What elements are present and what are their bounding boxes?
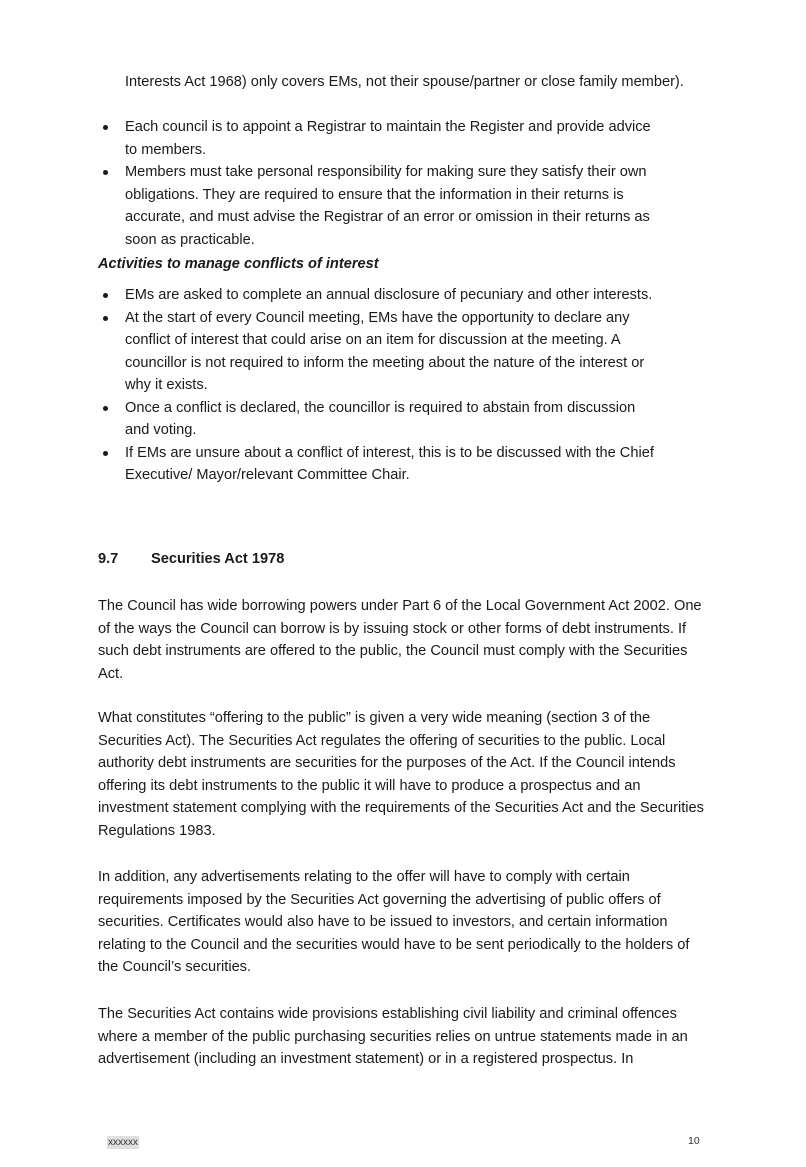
list-item: If EMs are unsure about a conflict of interest, this is to be discussed with the Chief Executive/ Mayor/relevant Committee Chair. (98, 442, 655, 487)
registrar-bullet-list (98, 116, 698, 251)
section-title: Securities Act 1978 (151, 551, 285, 567)
paragraph: The Securities Act contains wide provisions establishing civil liability and criminal offences where a member of the public purchasing securities relies on untrue statements made in an advertisement (including an investment statement) or in a registered prospectus. In (98, 1006, 688, 1067)
list-item: Once a conflict is declared, the councillor is required to abstain from discussion and voting. (98, 397, 655, 442)
list-item: EMs are asked to complete an annual disclosure of pecuniary and other interests. (98, 284, 655, 307)
section-number: 9.7 (98, 551, 119, 567)
list-item: Each council is to appoint a Registrar to maintain the Register and provide advice to members. (98, 116, 655, 161)
paragraph: In addition, any advertisements relating to the offer will have to comply with certain requirements imposed by the Securities Act governing the advertising of public offers of securities. Certificates would also have to be issued to investors, and certain information relating to the Council and the securities would have to be sent periodically to the holders of the Council’s securities. (98, 869, 690, 975)
page-number: 10 (688, 1135, 700, 1147)
continuation-text: Interests Act 1968) only covers EMs, not their spouse/partner or close family member). (125, 74, 684, 90)
footer-document-code: xxxxxx (108, 1137, 138, 1148)
subheading: Activities to manage conflicts of interest (98, 256, 379, 272)
conflicts-bullet-list (98, 284, 698, 487)
list-item: At the start of every Council meeting, EMs have the opportunity to declare any conflict of interest that could arise on an item for discussion at the meeting. A councillor is not required to inform the meeting about the nature of the interest or why it exists. (98, 307, 655, 397)
list-item: Members must take personal responsibility for making sure they satisfy their own obligations. They are required to ensure that the information in their returns is accurate, and must advise the Registrar of an error or omission in their returns as soon as practicable. (98, 161, 655, 251)
paragraph: The Council has wide borrowing powers under Part 6 of the Local Government Act 2002. One of the ways the Council can borrow is by issuing stock or other forms of debt instruments. If such debt instruments are offered to the public, the Council must comply with the Securities Act. (98, 598, 702, 682)
paragraph: What constitutes “offering to the public” is given a very wide meaning (section 3 of the Securities Act). The Securities Act regulates the offering of securities to the public. Local authority debt instruments are securities for the purposes of the Act. If the Council intends offering its debt instruments to the public it will have to produce a prospectus and an investment statement complying with the requirements of the Securities Act and the Securities Regulations 1983. (98, 710, 704, 839)
